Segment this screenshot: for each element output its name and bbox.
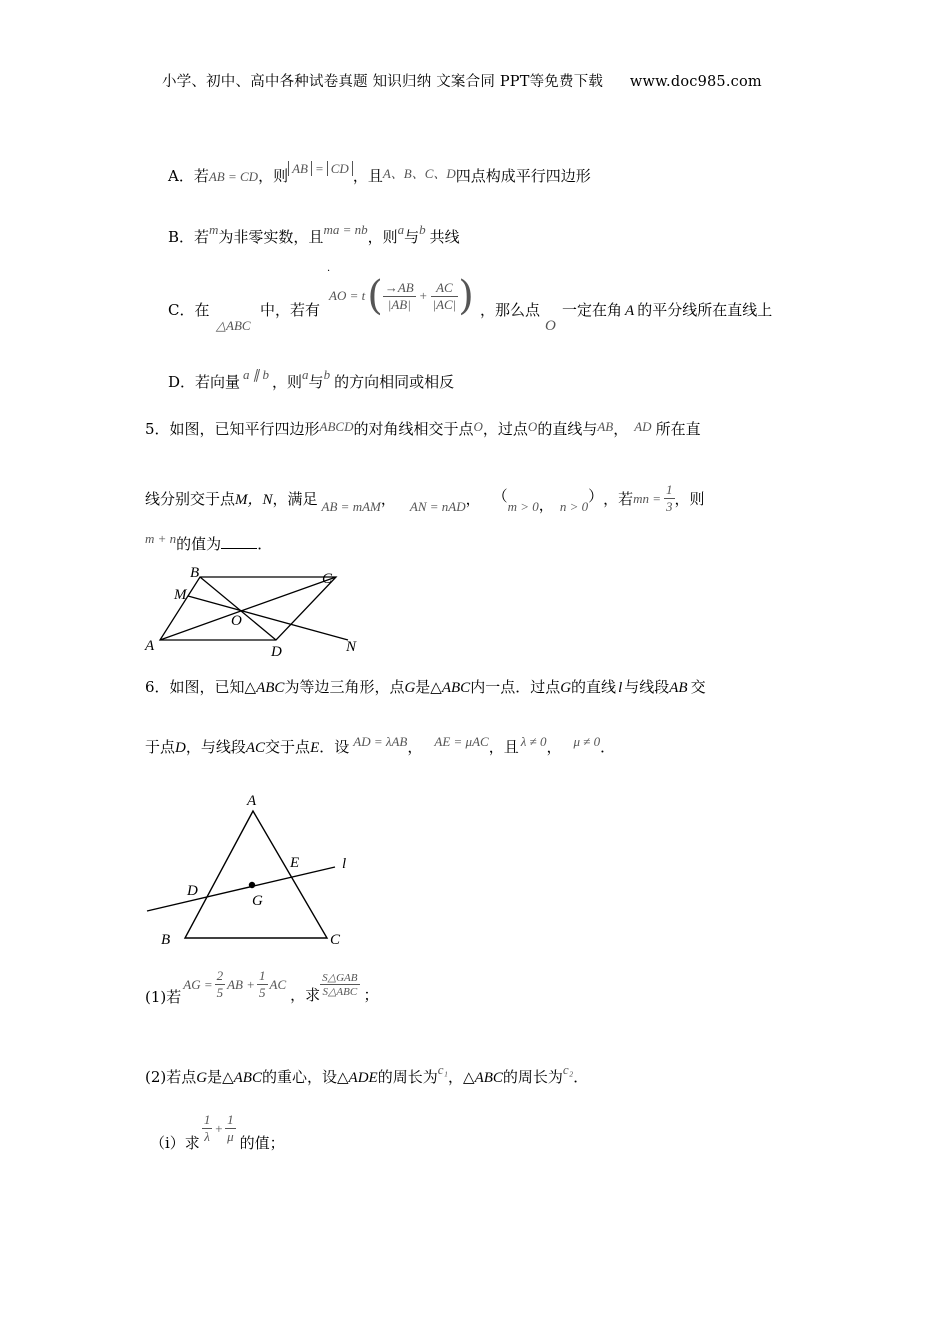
label-o: O bbox=[231, 613, 242, 629]
label-m: M bbox=[174, 587, 187, 603]
option-c-dot: · bbox=[327, 266, 331, 277]
option-c-body: 中，若有 bbox=[260, 301, 321, 319]
label-g: G bbox=[252, 893, 263, 909]
label-b: B bbox=[190, 565, 200, 581]
part-1: (1)若 AG = $\frac{2}{5}$ AB + $\frac{1}{5}$ AC ，求 $\frac{\text{S△GAB}}{\text{S△ABC}}$ ； bbox=[145, 968, 379, 1006]
label-a: A bbox=[247, 793, 257, 809]
option-c-end: 一定在角 A 的平分线所在直线上 bbox=[562, 301, 773, 319]
answer-blank[interactable] bbox=[221, 534, 257, 549]
option-d: D．若向量 a ∥ b ，则a与b 的方向相同或相反 bbox=[168, 367, 455, 391]
label-c: C bbox=[330, 932, 341, 948]
q5-line3: m + n的值为 ． bbox=[145, 531, 273, 553]
label-e: E bbox=[290, 855, 300, 871]
part-2-i: （i）求 $\frac{1}{\lambda}$ + $\frac{1}{\mu}$ 的值； bbox=[150, 1112, 285, 1152]
label-c: C bbox=[322, 571, 333, 587]
point-g bbox=[249, 882, 255, 888]
q6-line2: 于点D，与线段AC交于点E．设 AD = λAB， AE = μAC，且 λ ≠ 0， μ ≠ 0． bbox=[145, 734, 616, 756]
option-c-triangle: △ABC bbox=[216, 318, 251, 333]
diagonal-bd bbox=[200, 577, 276, 640]
q5-line1: 5．如图，已知平行四边形ABCD的对角线相交于点O，过点O的直线与AB， AD 所在直 bbox=[145, 419, 701, 438]
q5-line2: 线分别交于点 M，N ，满足 AB = mAM ， AN = nAD ， （ m > 0 ， n > 0 ） ，若 mn = $\frac{1}{3}$ ，则 bbox=[145, 482, 705, 514]
option-b: B．若m为非零实数，且ma = nb，则a与b 共线 bbox=[168, 222, 460, 246]
label-n: N bbox=[346, 639, 357, 655]
label-b: B bbox=[161, 932, 171, 948]
option-c-equation: AO = t ( $\frac{\to AB}{|AB|}$ + $\frac{AC}{|AC|}$ ) bbox=[329, 273, 474, 319]
q6-line1: 6．如图，已知△ABC为等边三角形，点G是△ABC内一点．过点G的直线 l 与线段AB 交 bbox=[145, 678, 706, 696]
figure-parallelogram bbox=[140, 560, 370, 660]
option-c-tail: ，那么点 bbox=[480, 301, 541, 319]
part-2: (2)若点G是△ABC的重心，设△ADE的周长为c₁，△ABC的周长为c₂． bbox=[145, 1062, 589, 1086]
option-c-point-o: O bbox=[545, 318, 556, 334]
option-a: A．若AB = CD，则 AB = CD ，且A、B、C、D四点构成平行四边形 bbox=[168, 161, 591, 185]
header-text: 小学、初中、高中各种试卷真题 知识归纳 文案合同 PPT等免费下载 bbox=[162, 74, 604, 90]
option-c-label: C．在 bbox=[168, 301, 210, 319]
page-header bbox=[162, 70, 762, 91]
label-d: D bbox=[271, 644, 282, 660]
figure-triangle bbox=[140, 785, 370, 955]
label-d: D bbox=[187, 883, 198, 899]
header-url: www.doc985.com bbox=[629, 74, 762, 90]
label-a: A bbox=[145, 638, 155, 654]
label-l: l bbox=[342, 856, 347, 872]
